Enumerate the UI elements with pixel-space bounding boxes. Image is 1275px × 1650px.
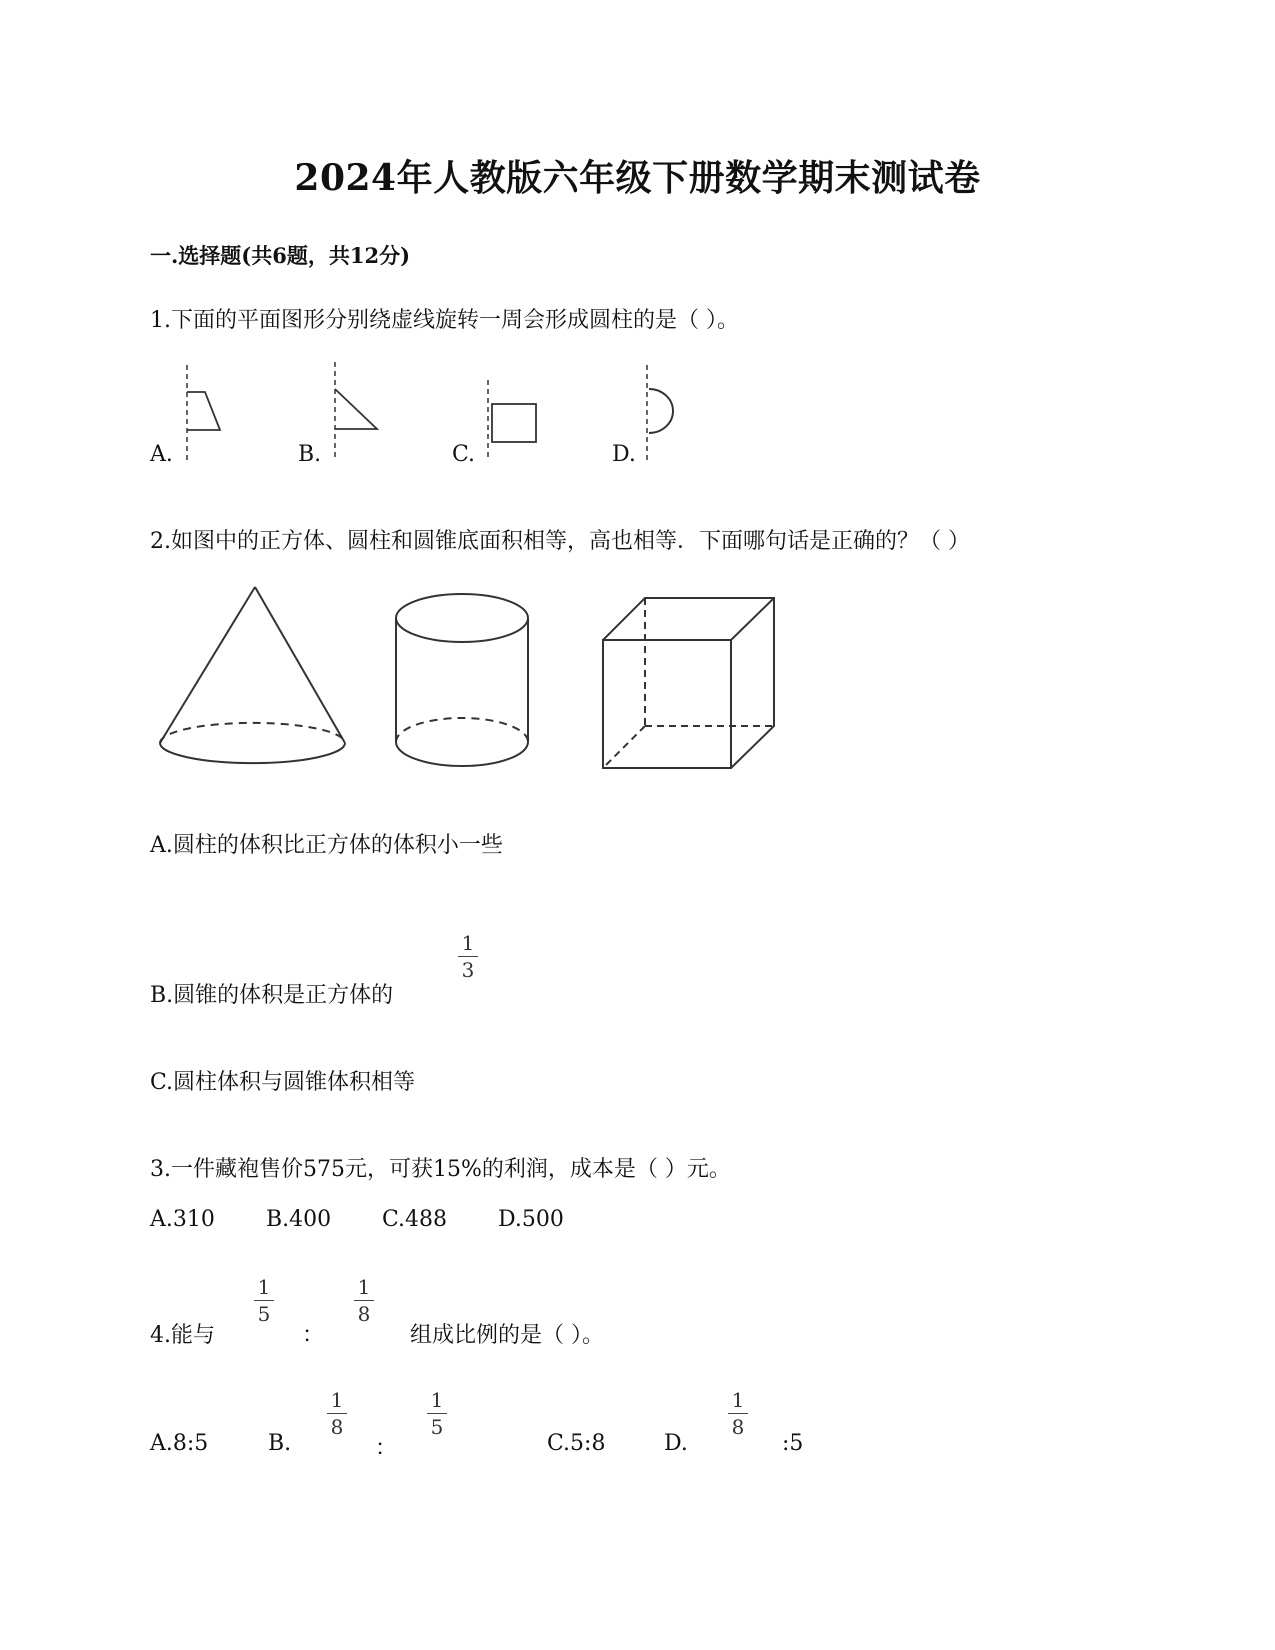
q3-option-d[interactable]: D.500 — [498, 1207, 564, 1232]
q4-option-d-fraction: 1 8 — [726, 1389, 750, 1438]
q1-option-c[interactable]: C. — [452, 442, 476, 467]
q3-option-b[interactable]: B.400 — [266, 1207, 332, 1232]
q1-option-d[interactable]: D. — [612, 442, 636, 467]
q3-option-a[interactable]: A.310 — [150, 1207, 215, 1232]
question-4-suffix: 组成比例的是（ ）。 — [410, 1323, 604, 1348]
q2-figure-cone — [155, 585, 350, 770]
q2-option-b[interactable]: B.圆锥的体积是正方体的 — [150, 983, 394, 1008]
q1-figure-c-rectangle — [480, 380, 540, 460]
question-4-prefix: 4.能与 — [150, 1323, 215, 1348]
q2-option-c[interactable]: C.圆柱体积与圆锥体积相等 — [150, 1070, 416, 1095]
q2-option-a[interactable]: A.圆柱的体积比正方体的体积小一些 — [150, 833, 503, 858]
q1-option-b[interactable]: B. — [298, 442, 322, 467]
q4-option-b-fraction-2: 1 5 — [425, 1389, 449, 1438]
q4-option-d[interactable]: D. — [664, 1431, 688, 1456]
question-1-text: 1.下面的平面图形分别绕虚线旋转一周会形成圆柱的是（ ）。 — [150, 308, 739, 333]
q3-option-c[interactable]: C.488 — [382, 1207, 448, 1232]
q1-figure-d-semicircle — [635, 365, 685, 460]
q4-option-a[interactable]: A.8:5 — [150, 1431, 209, 1456]
q4-option-b-fraction-1: 1 8 — [325, 1389, 349, 1438]
page-title: 2024年人教版六年级下册数学期末测试卷 — [294, 157, 981, 199]
q1-figure-b-triangle — [325, 362, 385, 460]
question-3-text: 3.一件藏袍售价575元，可获15%的利润，成本是（ ）元。 — [150, 1157, 731, 1182]
q2-option-b-fraction: 1 3 — [456, 932, 480, 981]
q1-figure-a-trapezoid — [175, 365, 235, 460]
q4-option-c[interactable]: C.5:8 — [547, 1431, 606, 1456]
q4-option-b-colon: ： — [375, 1436, 398, 1461]
q4-fraction-1: 1 5 — [252, 1276, 276, 1325]
q1-option-a[interactable]: A. — [150, 442, 173, 467]
q4-option-b[interactable]: B. — [268, 1431, 292, 1456]
q4-fraction-2: 1 8 — [352, 1276, 376, 1325]
question-2-text: 2.如图中的正方体、圆柱和圆锥底面积相等，高也相等．下面哪句话是正确的？（ ） — [150, 529, 970, 554]
q4-colon: ： — [302, 1323, 325, 1348]
section-heading: 一.选择题(共6题，共12分) — [150, 243, 411, 268]
q4-option-d-tail: :5 — [782, 1431, 804, 1456]
q2-figure-cube — [600, 595, 780, 775]
q2-figure-cylinder — [395, 592, 535, 772]
